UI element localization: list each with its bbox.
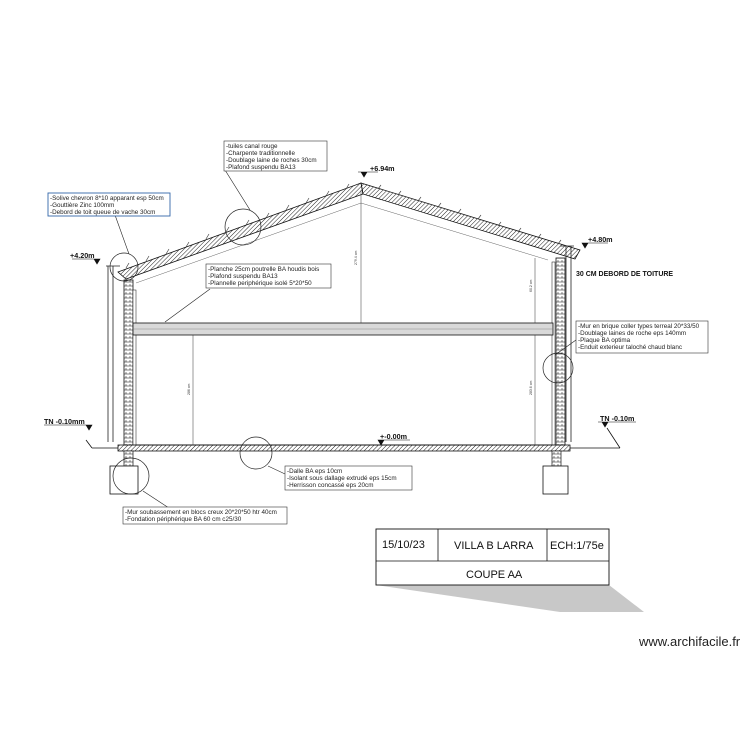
dim-roof-height-label: 279.4 cm [354,250,358,265]
foundation-wall-right [552,451,561,466]
roof [118,183,580,283]
ground-line-right [570,428,620,448]
ground-slab [118,445,570,451]
wall-left-upper [124,280,133,445]
note-slab: -Dalle BA eps 10cm -Isolant sous dallage extrudé eps 15cm -Herrisson concassé eps 20cm [287,468,397,489]
cartouche-project: VILLA B LARRA [454,540,534,552]
level-ground-right: TN -0.10m [600,414,635,423]
dim-left-floor-label: 286 cm [187,383,191,395]
level-eave-right: +4.80m [588,235,613,244]
note-roof: -tuiles canal rouge -Charpente traditionnelle -Doublage laine de roches 30cm -Plafond suspendu BA13 [226,143,317,171]
overhang-note: 30 CM DEBORD DE TOITURE [576,271,674,278]
level-ground-left: TN -0.10mm [44,417,85,426]
note-foundation: -Mur soubassement en blocs creux 20*20*50 htr 40cm -Fondation périphérique BA 60 cm c25/30 [125,509,277,523]
gutter-left [106,266,120,442]
cartouche-date: 15/10/23 [382,539,425,551]
cartouche-scale: ECH:1/75e [550,540,604,552]
level-ridge: +6.94m [370,164,395,173]
dim-right-upper-label: 60.2 cm [529,279,533,292]
note-eave: -Solive chevron 8*10 apparant esp 50cm -Gouttière Zinc 100mm -Debord de toit queue de vache 30cm [50,195,164,216]
detail-circle-slab [240,437,272,469]
wall-left-lining [133,290,136,445]
level-floor: +-0.00m [380,432,407,441]
leader-lines [115,170,576,510]
cartouche-title: COUPE AA [466,569,523,581]
cartouche-shadow [376,585,644,612]
roof-tiles-right [378,185,561,244]
wall-right-upper [556,258,565,445]
roof-right-slope [361,183,580,259]
dim-right-floor-label: 283.6 cm [529,380,533,395]
level-eave-left: +4.20m [70,251,95,260]
note-wall: -Mur en brique coller types terreal 20*33/50 -Doublage laines de roche eps 140mm -Plaque BA optima -Enduit exterieur taloché chaud blanc [578,323,700,351]
watermark: www.archifacile.fr [639,634,741,649]
foundation-footing-right [543,466,568,494]
note-floor: -Planche 25cm poutrelle BA houdis bois -Plafond suspendu BA13 -Plannelle periphérique isolé 5*20*50 [208,266,320,287]
